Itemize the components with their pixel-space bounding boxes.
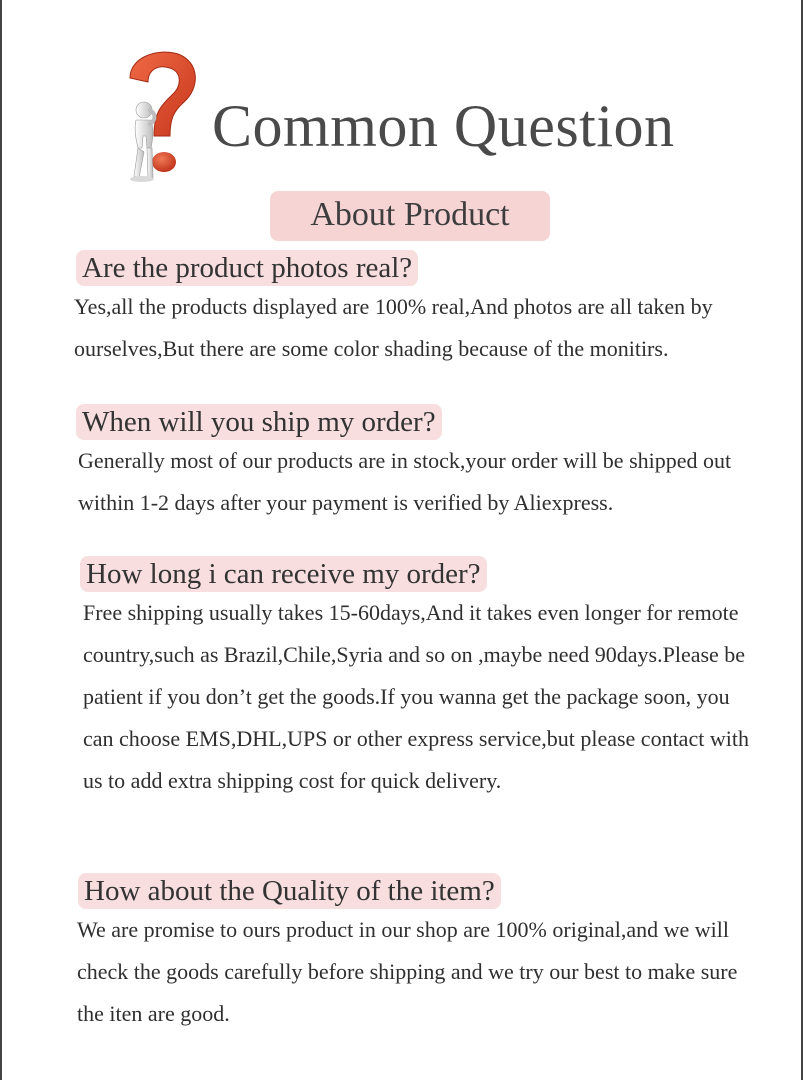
question-mark-figure-icon	[120, 48, 210, 188]
page-border-left	[0, 0, 2, 1080]
faq-answer: We are promise to ours product in our shop are 100% original,and we will check the goods carefully before shipping and we try our best to make sure the iten are good.	[77, 917, 738, 1026]
page-title: Common Question	[212, 93, 675, 159]
section-heading: About Product	[270, 191, 550, 241]
page-header	[120, 48, 720, 193]
faq-item	[76, 250, 786, 370]
faq-answer: Generally most of our products are in stock,your order will be shipped out within 1-2 days after your payment is verified by Aliexpress.	[78, 448, 732, 515]
faq-item	[80, 556, 790, 802]
faq-question: Are the product photos real?	[76, 250, 418, 286]
faq-question: How about the Quality of the item?	[78, 873, 501, 909]
faq-item	[76, 404, 786, 524]
faq-item	[78, 873, 788, 1035]
faq-question: How long i can receive my order?	[80, 556, 487, 592]
faq-answer: Free shipping usually takes 15-60days,And it takes even longer for remote country,such as Brazil,Chile,Syria and so on ,maybe need 90days.Please be patient if you don’t get the goods.If you wanna get the package soon, you can choose EMS,DHL,UPS or other express service,but please contact with us to add extra shipping cost for quick delivery.	[83, 600, 749, 793]
faq-question: When will you ship my order?	[76, 404, 442, 440]
faq-answer: Yes,all the products displayed are 100% real,And photos are all taken by ourselves,But there are some color shading because of the monitirs.	[74, 294, 713, 361]
